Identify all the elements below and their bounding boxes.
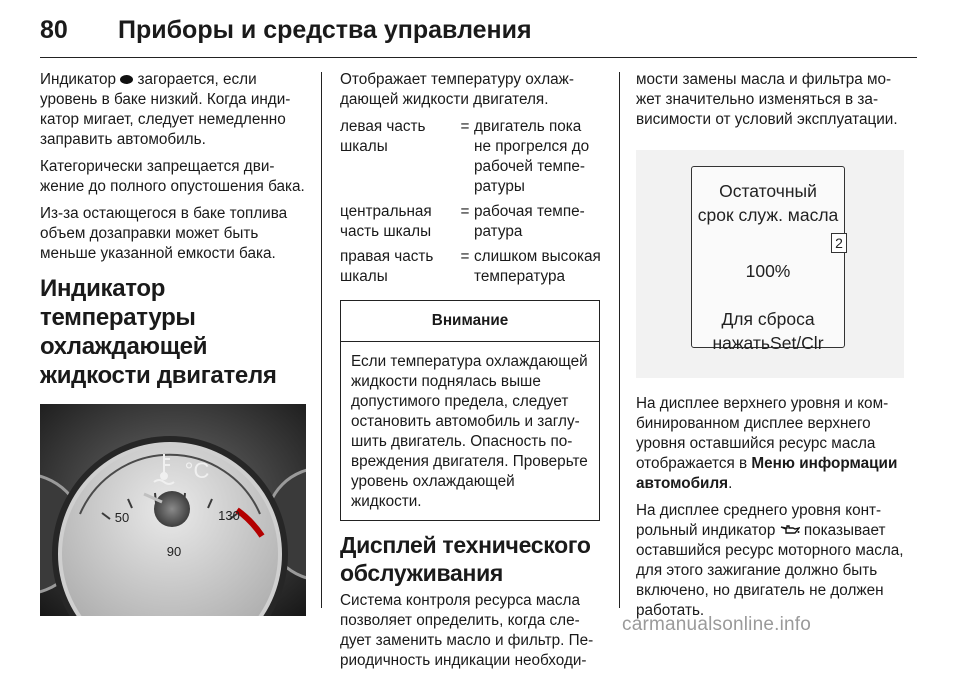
- gauge-tick-130: 130: [218, 508, 240, 523]
- definition-row: левая часть шкалы = двигатель пока не прогрелся до рабочей температуры: [340, 118, 590, 195]
- oil-can-icon: [780, 524, 800, 536]
- fuel-capacity-paragraph: Из-за остающегося в баке топлива объем дозаправки может быть меньше указанной емкости бака.: [40, 205, 288, 262]
- running-title: Приборы и средства управления: [118, 16, 532, 44]
- coolant-intro: Отображает температуру охлаждающей жидкости двигателя.: [340, 71, 574, 108]
- gauge-tick-50: 50: [114, 510, 130, 525]
- section-title-service: Дисплей технического обслуживания: [340, 532, 591, 586]
- watermark: carmanualsonline.info: [622, 614, 812, 635]
- service-paragraph: Система контроля ресурса масла позволяет определить, когда следует заменить масло и фильтр. Периодичность индикации необходи-: [340, 592, 594, 669]
- page-number: 80: [40, 16, 68, 44]
- column-right: [636, 70, 904, 628]
- header-rule: [40, 57, 917, 58]
- column-divider-2: [619, 72, 620, 608]
- definition-row: центральная часть шкалы = рабочая температура: [340, 203, 585, 240]
- fuel-warning-paragraph: Категорически запрещается движение до полного опустошения бака.: [40, 158, 305, 195]
- column-middle: [340, 70, 602, 678]
- oil-life-display-image: [636, 150, 904, 378]
- service-paragraph-continued: мости замены масла и фильтра может значительно изменяться в зависимости от условий эксплуатации.: [636, 71, 898, 128]
- fuel-drop-icon: [120, 75, 133, 84]
- lcd-line-4: Для сброса: [721, 309, 815, 329]
- gauge-tick-90: 90: [166, 544, 182, 559]
- warning-title: Внимание: [341, 301, 599, 342]
- lcd-line-5: нажатьSet/Clr: [712, 333, 824, 353]
- coolant-gauge-image: [40, 404, 306, 616]
- section-title-coolant: Индикатор температуры охлаждающей жидкости двигателя: [40, 275, 277, 389]
- menu-reference: Меню информации автомобиля: [636, 455, 898, 492]
- lcd-oil-percent: 100%: [745, 261, 791, 281]
- mid-display-paragraph: На дисплее среднего уровня контрольный индикатор показывает оставшийся ресурс моторного масла, для этого зажигание должно быть включено, но двигатель не должен работать.: [636, 502, 904, 619]
- column-left: [40, 70, 306, 616]
- gauge-unit-label: °C: [184, 458, 210, 483]
- fuel-indicator-paragraph: Индикатор загорается, если уровень в баке низкий. Когда индикатор мигает, следует немедленно заправить автомобиль.: [40, 71, 291, 148]
- gauge-definitions: [340, 117, 602, 292]
- lcd-line-2: срок служ. масла: [697, 205, 839, 225]
- lcd-line-1: Остаточный: [719, 181, 817, 201]
- upper-display-paragraph: На дисплее верхнего уровня и комбинированном дисплее верхнего уровня оставшийся ресурс масла отображается в Меню информации автомобиля.: [636, 395, 898, 492]
- warning-text: Если температура охлаждающей жидкости поднялась выше допустимого предела, следует остановить автомобиль и заглушить двигатель. Опасность повреждения двигателя. Проверьте уровень охлаждающей жидкости.: [351, 353, 588, 510]
- lcd-screen: [691, 166, 845, 353]
- column-divider-1: [321, 72, 322, 608]
- page-header: [0, 0, 960, 58]
- warning-box: [340, 300, 600, 521]
- definition-row: правая часть шкалы = слишком высокая температура: [340, 248, 601, 285]
- lcd-page-indicator: 2: [831, 233, 847, 253]
